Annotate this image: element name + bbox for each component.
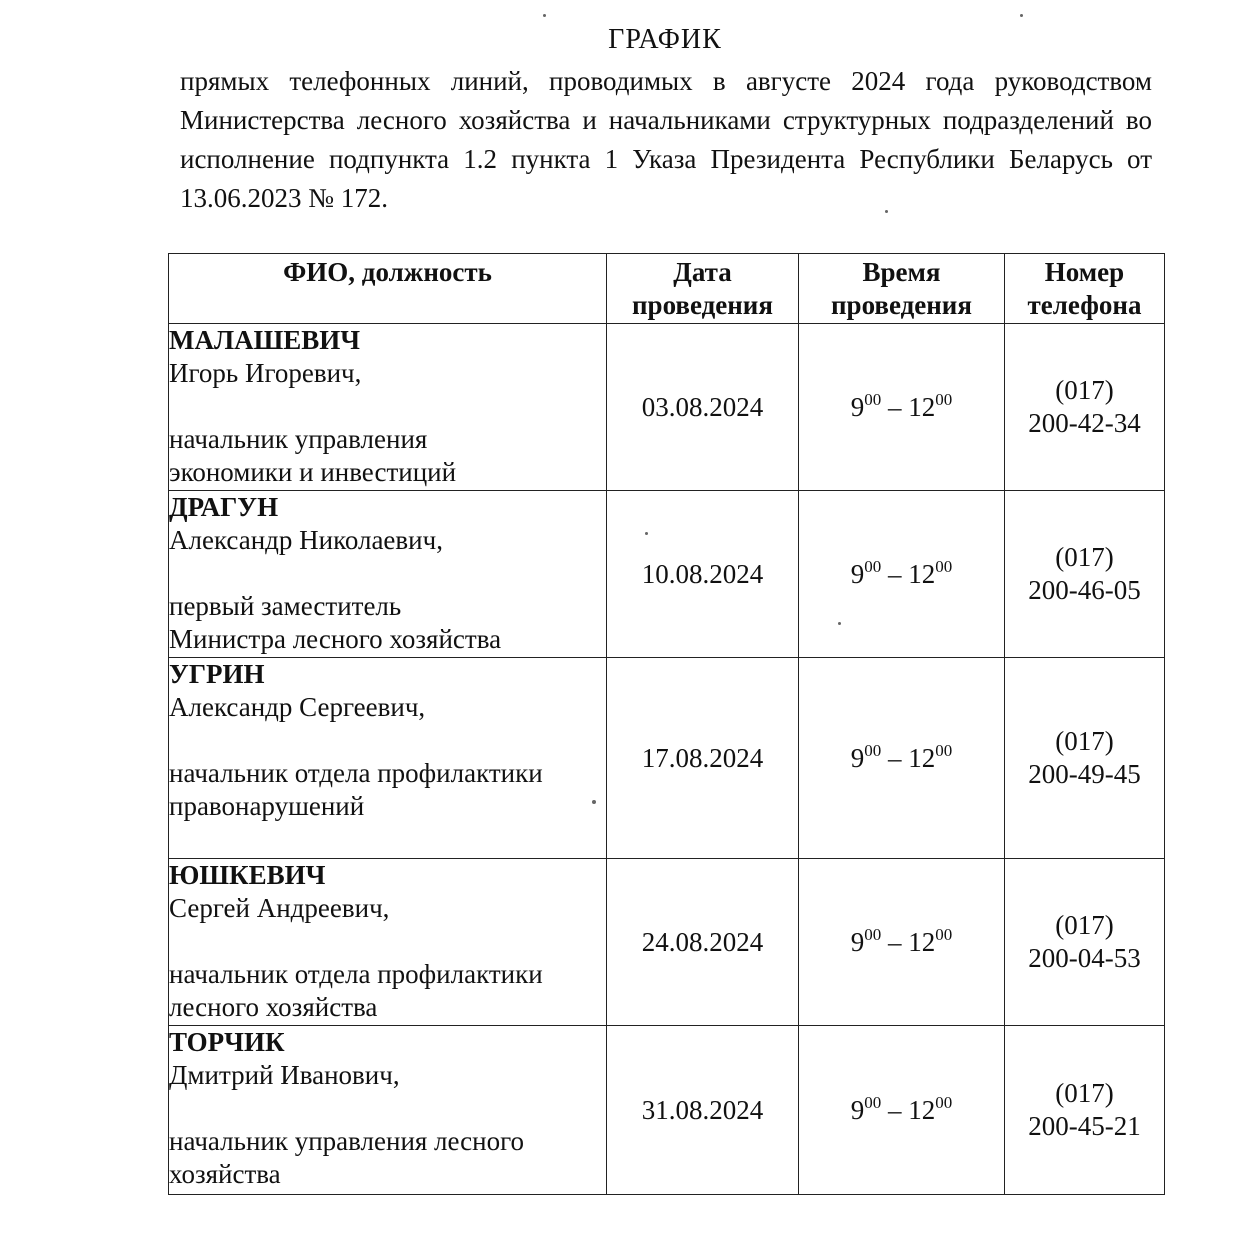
header-time-line-1: Время [862, 257, 941, 287]
time-cell [799, 491, 1005, 658]
header-phone-line-2: телефона [1027, 290, 1142, 320]
document-intro: прямых телефонных линий, проводимых в августе 2024 года руководством Министерства лесного хозяйства и начальниками структурных подразделений во исполнение подпункта 1.2 пункта 1 Указа Президента Республики Беларусь от 13.06.2023 № 172. [180, 66, 1152, 213]
time-cell [799, 324, 1005, 491]
schedule-table [168, 253, 1165, 1195]
time-separator: – [881, 1094, 909, 1125]
time-end-minutes: 00 [935, 740, 953, 760]
person-given-name: Александр Николаевич, [169, 525, 443, 555]
time-start-hour: 9 [850, 1094, 865, 1125]
time-end-hour: 12 [908, 742, 936, 773]
header-person [169, 254, 607, 324]
scan-speck [885, 210, 888, 213]
person-surname: УГРИН [169, 659, 265, 689]
person-position-line-2: хозяйства [169, 1159, 281, 1189]
person-surname: МАЛАШЕВИЧ [169, 325, 361, 355]
scan-speck [592, 800, 596, 804]
table-row [169, 658, 1165, 859]
table-row [169, 491, 1165, 658]
person-given-name: Дмитрий Иванович, [169, 1060, 400, 1090]
person-position-line-2: лесного хозяйства [169, 992, 378, 1022]
phone-number: 200-42-34 [1028, 408, 1141, 438]
person-cell [169, 859, 607, 1026]
person-surname: ЮШКЕВИЧ [169, 860, 326, 890]
phone-code: (017) [1055, 910, 1114, 940]
phone-number: 200-45-21 [1028, 1111, 1141, 1141]
time-cell [799, 658, 1005, 859]
person-cell [169, 324, 607, 491]
phone-code: (017) [1055, 375, 1114, 405]
header-date-line-1: Дата [673, 257, 732, 287]
date-cell: 10.08.2024 [607, 491, 799, 658]
phone-cell [1005, 491, 1165, 658]
time-separator: – [881, 926, 909, 957]
scan-speck [838, 622, 841, 625]
phone-code: (017) [1055, 542, 1114, 572]
phone-cell [1005, 1026, 1165, 1195]
phone-cell [1005, 859, 1165, 1026]
time-end-minutes: 00 [935, 1092, 953, 1112]
time-end-hour: 12 [908, 391, 936, 422]
time-end-minutes: 00 [935, 924, 953, 944]
time-end-hour: 12 [908, 1094, 936, 1125]
phone-cell [1005, 324, 1165, 491]
time-end-hour: 12 [908, 926, 936, 957]
time-start-minutes: 00 [864, 556, 882, 576]
header-time-line-2: проведения [831, 290, 972, 320]
table-header-row [169, 254, 1165, 324]
time-cell [799, 859, 1005, 1026]
person-cell [169, 1026, 607, 1195]
header-date-line-2: проведения [632, 290, 773, 320]
person-surname: ТОРЧИК [169, 1027, 285, 1057]
time-separator: – [881, 558, 909, 589]
header-time [799, 254, 1005, 324]
person-position-line-1: начальник управления лесного [169, 1126, 525, 1156]
time-separator: – [881, 742, 909, 773]
time-separator: – [881, 391, 909, 422]
phone-number: 200-49-45 [1028, 759, 1141, 789]
phone-code: (017) [1055, 1078, 1114, 1108]
time-start-minutes: 00 [864, 740, 882, 760]
person-position-line-1: первый заместитель [169, 591, 402, 621]
person-given-name: Сергей Андреевич, [169, 893, 390, 923]
time-start-hour: 9 [850, 926, 865, 957]
scan-speck [1020, 14, 1023, 17]
time-cell [799, 1026, 1005, 1195]
phone-number: 200-46-05 [1028, 575, 1141, 605]
time-start-hour: 9 [850, 742, 865, 773]
time-end-minutes: 00 [935, 389, 953, 409]
person-position-line-2: экономики и инвестиций [169, 457, 457, 487]
date-cell: 03.08.2024 [607, 324, 799, 491]
person-position-line-1: начальник отдела профилактики [169, 758, 543, 788]
table-row [169, 1026, 1165, 1195]
scan-speck [645, 532, 648, 535]
date-cell: 17.08.2024 [607, 658, 799, 859]
scan-speck [543, 14, 546, 17]
person-surname: ДРАГУН [169, 492, 279, 522]
date-cell: 31.08.2024 [607, 1026, 799, 1195]
time-start-minutes: 00 [864, 1092, 882, 1112]
header-date [607, 254, 799, 324]
person-position-line-2: Министра лесного хозяйства [169, 624, 502, 654]
header-phone [1005, 254, 1165, 324]
person-given-name: Александр Сергеевич, [169, 692, 426, 722]
header-person-label: ФИО, должность [283, 257, 492, 287]
phone-cell [1005, 658, 1165, 859]
header-phone-line-1: Номер [1044, 257, 1125, 287]
time-end-minutes: 00 [935, 556, 953, 576]
time-start-minutes: 00 [864, 389, 882, 409]
document-title: ГРАФИК [608, 24, 722, 55]
person-position-line-2: правонарушений [169, 791, 365, 821]
person-cell [169, 658, 607, 859]
table-row [169, 859, 1165, 1026]
phone-code: (017) [1055, 726, 1114, 756]
person-position-line-1: начальник управления [169, 424, 428, 454]
time-start-hour: 9 [850, 391, 865, 422]
time-start-hour: 9 [850, 558, 865, 589]
table-row [169, 324, 1165, 491]
time-start-minutes: 00 [864, 924, 882, 944]
time-end-hour: 12 [908, 558, 936, 589]
phone-number: 200-04-53 [1028, 943, 1141, 973]
person-position-line-1: начальник отдела профилактики [169, 959, 543, 989]
date-cell: 24.08.2024 [607, 859, 799, 1026]
person-given-name: Игорь Игоревич, [169, 358, 362, 388]
person-cell [169, 491, 607, 658]
